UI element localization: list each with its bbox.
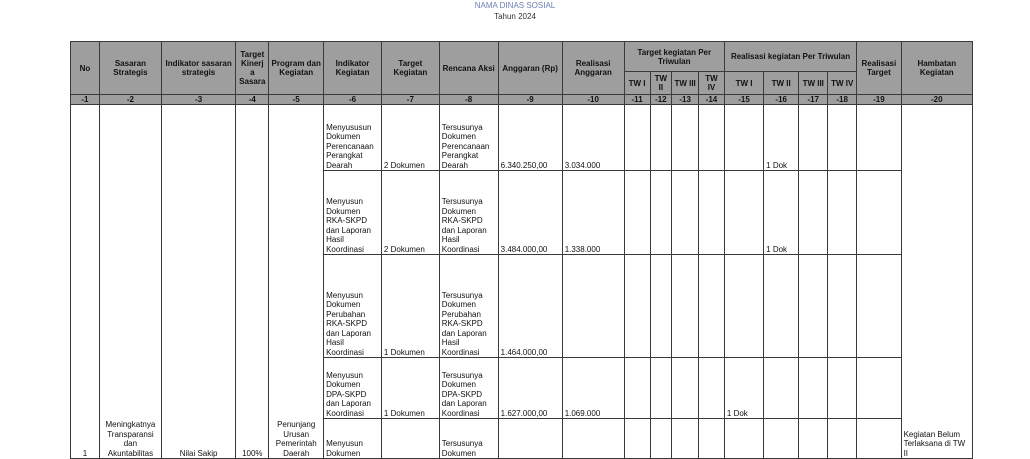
table-row — [71, 105, 973, 171]
indikator-kegiatan: Menyususun Dokumen Perencanaan Perangkat Dearah — [324, 105, 382, 171]
col-number: -3 — [161, 95, 235, 105]
col-group-target-tw: Target kegiatan Per Triwulan — [624, 42, 724, 72]
col-number: -6 — [324, 95, 382, 105]
col-number: -17 — [799, 95, 828, 105]
realisasi-tw2-value: 1 Dok — [764, 171, 799, 255]
indikator-kegiatan: Menyusun Dokumen — [324, 419, 382, 459]
target-kegiatan: 1 Dokumen — [381, 255, 439, 358]
anggaran-value: 1.464.000,00 — [498, 255, 562, 358]
realisasi-tw3-value — [799, 255, 828, 358]
realisasi-tw2-value — [764, 255, 799, 358]
col-realisasi-tw4: TW IV — [828, 72, 857, 95]
col-realisasi-tw1: TW I — [724, 72, 763, 95]
target-tw2-value — [650, 105, 672, 171]
realisasi-target-value — [857, 171, 901, 255]
target-kegiatan: 2 Dokumen — [381, 171, 439, 255]
realisasi-tw2-value — [764, 358, 799, 419]
col-number: -13 — [672, 95, 699, 105]
col-number: -18 — [828, 95, 857, 105]
col-number: -4 — [236, 95, 269, 105]
target-tw3-value — [672, 171, 699, 255]
realisasi-anggaran-value: 1.069.000 — [562, 358, 624, 419]
realisasi-anggaran-value: 3.034.000 — [562, 105, 624, 171]
col-number: -10 — [562, 95, 624, 105]
col-number: -2 — [99, 95, 161, 105]
col-number: -20 — [901, 95, 972, 105]
realisasi-target-value — [857, 358, 901, 419]
anggaran-value: 6.340.250,00 — [498, 105, 562, 171]
realisasi-tw1-value — [724, 419, 763, 459]
col-number: -11 — [624, 95, 650, 105]
realisasi-tw3-value — [799, 358, 828, 419]
realisasi-tw1-value — [724, 105, 763, 171]
col-number: -8 — [439, 95, 498, 105]
realisasi-tw3-value — [799, 105, 828, 171]
col-number: -12 — [650, 95, 672, 105]
target-tw1-value — [624, 419, 650, 459]
realisasi-anggaran-value — [562, 255, 624, 358]
target-tw1-value — [624, 358, 650, 419]
performance-table — [70, 41, 973, 459]
target-tw2-value — [650, 419, 672, 459]
realisasi-tw3-value — [799, 419, 828, 459]
program-kegiatan: Penunjang Urusan Pemerintah Daerah — [269, 105, 324, 459]
col-program: Program dan Kegiatan — [269, 42, 324, 95]
col-number: -15 — [724, 95, 763, 105]
sasaran-strategis: Meningkatnya Transparansi dan Akuntabilitas — [99, 105, 161, 459]
anggaran-value: 1.627.000,00 — [498, 358, 562, 419]
target-tw1-value — [624, 171, 650, 255]
col-hambatan: Hambatan Kegiatan — [901, 42, 972, 95]
target-tw3-value — [672, 358, 699, 419]
report-year: Tahun 2024 — [494, 12, 536, 21]
col-indikator-kegiatan: Indikator Kegiatan — [324, 42, 382, 95]
document-header — [0, 0, 1030, 22]
target-kinerja: 100% — [236, 105, 269, 459]
target-tw4-value — [699, 171, 725, 255]
anggaran-value — [498, 419, 562, 459]
target-tw2-value — [650, 255, 672, 358]
col-realisasi-anggaran: Realisasi Anggaran — [562, 42, 624, 95]
anggaran-value: 3.484.000,00 — [498, 171, 562, 255]
col-number: -7 — [381, 95, 439, 105]
indikator-kegiatan: Menyusun Dokumen DPA-SKPD dan Laporan Koordinasi — [324, 358, 382, 419]
col-target-tw4: TW IV — [699, 72, 725, 95]
col-realisasi-tw3: TW III — [799, 72, 828, 95]
realisasi-tw1-value — [724, 255, 763, 358]
target-tw2-value — [650, 171, 672, 255]
org-name: NAMA DINAS SOSIAL — [474, 1, 556, 10]
target-kegiatan — [381, 419, 439, 459]
target-tw4-value — [699, 105, 725, 171]
indikator-kegiatan: Menyusun Dokumen Perubahan RKA-SKPD dan Laporan Hasil Koordinasi — [324, 255, 382, 358]
col-number: -14 — [699, 95, 725, 105]
realisasi-tw1-value: 1 Dok — [724, 358, 763, 419]
target-tw4-value — [699, 419, 725, 459]
col-number: -16 — [764, 95, 799, 105]
col-target-tw1: TW I — [624, 72, 650, 95]
target-kegiatan: 1 Dokumen — [381, 358, 439, 419]
indikator-sasaran: Nilai Sakip — [161, 105, 235, 459]
indikator-kegiatan: Menyusun Dokumen RKA-SKPD dan Laporan Hasil Koordinasi — [324, 171, 382, 255]
col-target-kegiatan: Target Kegiatan — [381, 42, 439, 95]
realisasi-tw4-value — [828, 255, 857, 358]
realisasi-tw4-value — [828, 358, 857, 419]
realisasi-tw2-value — [764, 419, 799, 459]
col-number: -5 — [269, 95, 324, 105]
target-tw2-value — [650, 358, 672, 419]
realisasi-target-value — [857, 419, 901, 459]
rencana-aksi: Tersusunya Dokumen DPA-SKPD dan Laporan Koordinasi — [439, 358, 498, 419]
col-target-tw3: TW III — [672, 72, 699, 95]
col-no: No — [71, 42, 100, 95]
col-realisasi-tw2: TW II — [764, 72, 799, 95]
realisasi-target-value — [857, 105, 901, 171]
realisasi-tw4-value — [828, 105, 857, 171]
target-kegiatan: 2 Dokumen — [381, 105, 439, 171]
realisasi-tw2-value: 1 Dok — [764, 105, 799, 171]
col-indikator-sasaran: Indikator sasaran strategis — [161, 42, 235, 95]
col-number: -9 — [498, 95, 562, 105]
realisasi-tw4-value — [828, 419, 857, 459]
col-number: -19 — [857, 95, 901, 105]
col-target-kinerja: Target Kinerj a Sasara — [236, 42, 269, 95]
row-no: 1 — [71, 105, 100, 459]
rencana-aksi: Tersusunya Dokumen RKA-SKPD dan Laporan Hasil Koordinasi — [439, 171, 498, 255]
rencana-aksi: Tersusunya Dokumen Perubahan RKA-SKPD dan Laporan Hasil Koordinasi — [439, 255, 498, 358]
target-tw3-value — [672, 105, 699, 171]
col-sasaran: Sasaran Strategis — [99, 42, 161, 95]
column-number-row — [71, 95, 973, 105]
rencana-aksi: Tersusunya Dokumen — [439, 419, 498, 459]
realisasi-anggaran-value: 1.338.000 — [562, 171, 624, 255]
target-tw4-value — [699, 255, 725, 358]
col-number: -1 — [71, 95, 100, 105]
realisasi-tw4-value — [828, 171, 857, 255]
target-tw3-value — [672, 255, 699, 358]
target-tw1-value — [624, 105, 650, 171]
hambatan-kegiatan: Kegiatan Belum Terlaksana di TW II — [901, 105, 972, 459]
col-group-realisasi-tw: Realisasi kegiatan Per Triwulan — [724, 42, 856, 72]
col-realisasi-target: Realisasi Target — [857, 42, 901, 95]
target-tw3-value — [672, 419, 699, 459]
col-target-tw2: TW II — [650, 72, 672, 95]
realisasi-anggaran-value — [562, 419, 624, 459]
col-rencana-aksi: Rencana Aksi — [439, 42, 498, 95]
rencana-aksi: Tersusunya Dokumen Perencanaan Perangkat Dearah — [439, 105, 498, 171]
realisasi-tw1-value — [724, 171, 763, 255]
target-tw4-value — [699, 358, 725, 419]
realisasi-tw3-value — [799, 171, 828, 255]
realisasi-target-value — [857, 255, 901, 358]
col-anggaran: Anggaran (Rp) — [498, 42, 562, 95]
target-tw1-value — [624, 255, 650, 358]
